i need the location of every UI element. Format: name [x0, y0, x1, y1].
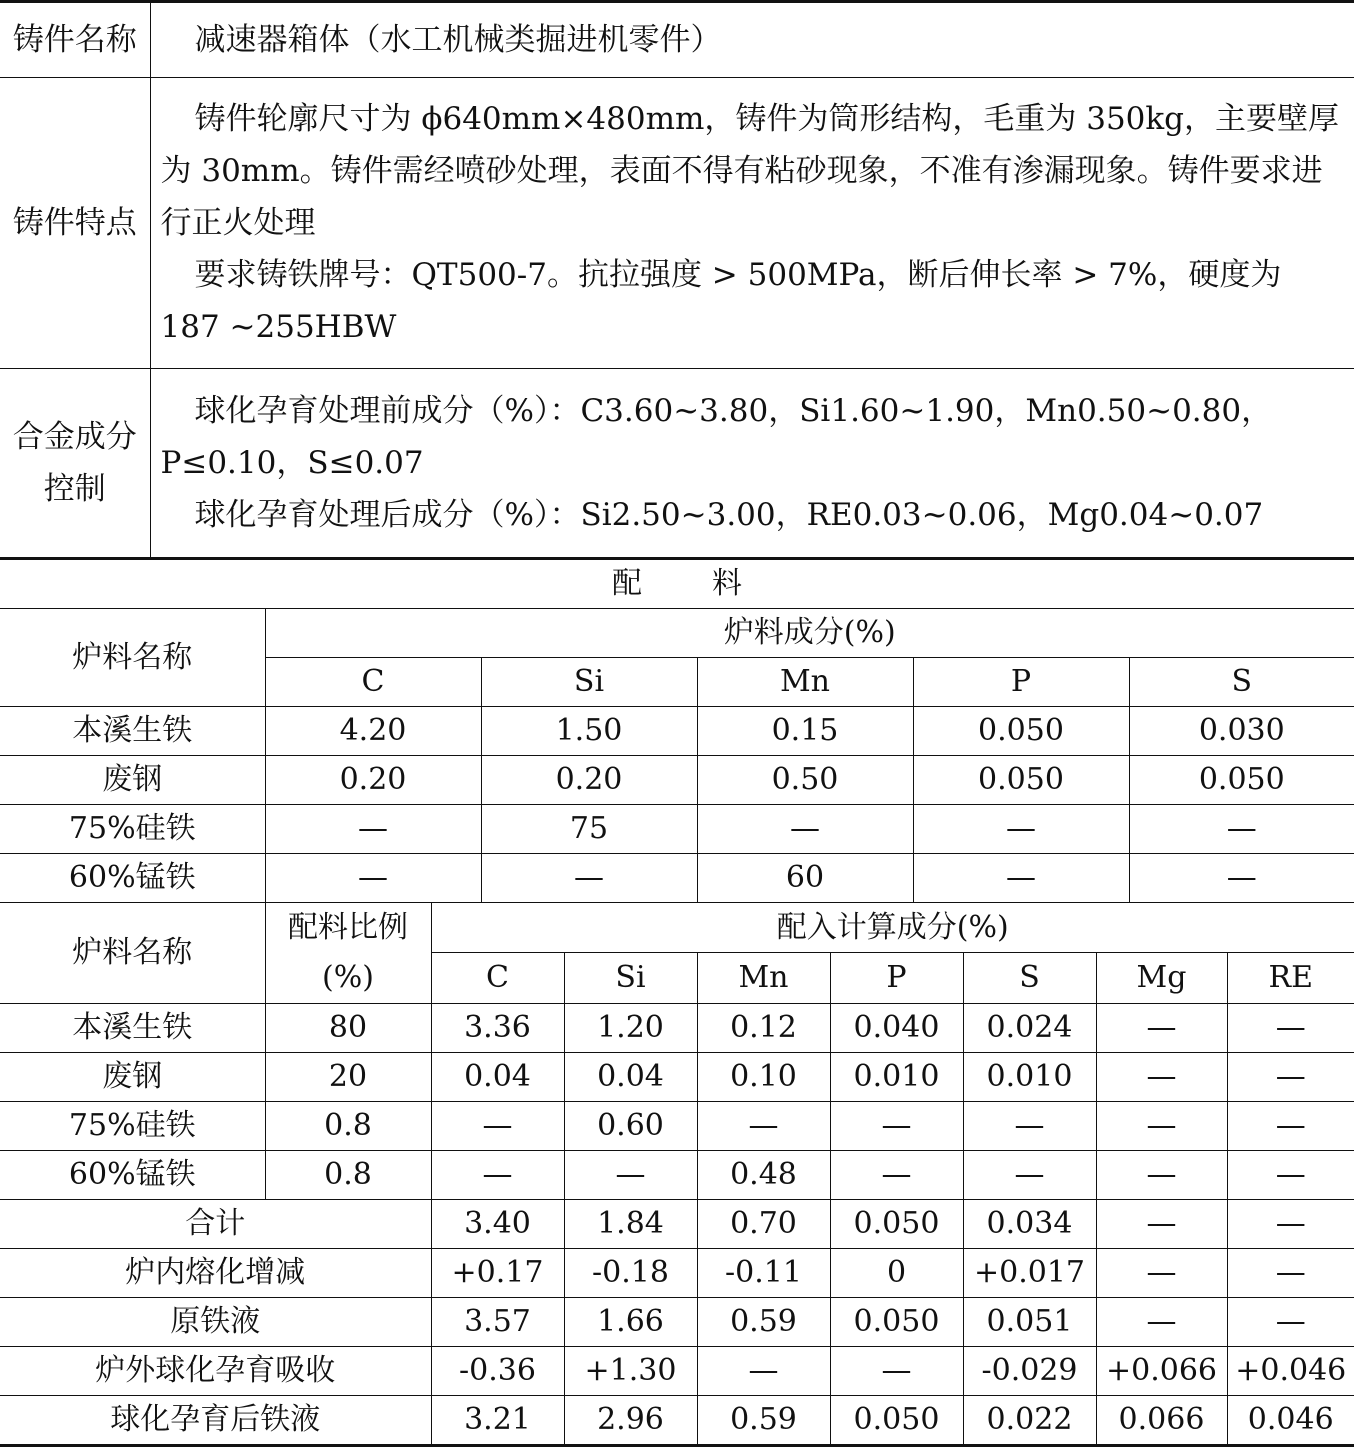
calc-charge-name: 废钢 [0, 1053, 265, 1102]
summary-row [0, 1249, 1354, 1298]
calc-cell: — [1096, 1004, 1227, 1053]
summary-cell: 3.40 [431, 1200, 564, 1249]
summary-cell: — [1096, 1298, 1227, 1347]
casting-name-label: 铸件名称 [0, 2, 150, 78]
composition-col-si: Si [481, 658, 697, 707]
charge-cell: 0.15 [697, 707, 913, 756]
summary-cell: — [1227, 1200, 1354, 1249]
alloy-control-para-2: 球化孕育处理后成分（%）：Si2.50~3.00，RE0.03~0.06，Mg0.04~0.07 [194, 497, 1264, 533]
summary-cell: — [1096, 1249, 1227, 1298]
charge-cell: 4.20 [265, 707, 481, 756]
summary-cell: +1.30 [564, 1347, 697, 1396]
calc-ratio: 0.8 [265, 1151, 431, 1200]
calc-charge-name: 本溪生铁 [0, 1004, 265, 1053]
summary-cell: 0.066 [1096, 1396, 1227, 1446]
summary-cell: — [1227, 1298, 1354, 1347]
charge-name: 75%硅铁 [0, 805, 265, 854]
charge-cell: — [265, 805, 481, 854]
summary-cell: 0.050 [830, 1396, 963, 1446]
summary-cell: 0.034 [963, 1200, 1096, 1249]
casting-name-row [0, 2, 1354, 78]
casting-info-table [0, 0, 1354, 560]
charge-name-header: 炉料名称 [0, 609, 265, 707]
calc-cell: 0.04 [431, 1053, 564, 1102]
summary-cell: 3.21 [431, 1396, 564, 1446]
calc-cell: — [1096, 1053, 1227, 1102]
summary-cell: 0.59 [697, 1298, 830, 1347]
summary-cell: -0.029 [963, 1347, 1096, 1396]
calc-ratio: 0.8 [265, 1102, 431, 1151]
charge-cell: 0.20 [265, 756, 481, 805]
summary-cell: 0.59 [697, 1396, 830, 1446]
charge-cell: 0.050 [1129, 756, 1354, 805]
calc-charge-header: 炉料名称 [0, 903, 265, 1004]
alloy-control-para-1: 球化孕育处理前成分（%）：C3.60~3.80，Si1.60~1.90，Mn0.50~0.80，P≤0.10，S≤0.07 [160, 393, 1273, 481]
calc-cell: — [431, 1102, 564, 1151]
table-row [0, 1151, 1354, 1200]
summary-cell: 1.84 [564, 1200, 697, 1249]
calc-cell: 0.60 [564, 1102, 697, 1151]
table-row [0, 805, 1354, 854]
summary-cell: +0.066 [1096, 1347, 1227, 1396]
ratio-header-line-1: 配料比例 [288, 910, 408, 945]
charge-header-row [0, 609, 1354, 658]
summary-cell: — [830, 1347, 963, 1396]
calc-cell: 0.040 [830, 1004, 963, 1053]
casting-features-para-1: 铸件轮廓尺寸为 ϕ640mm×480mm，铸件为筒形结构，毛重为 350kg，主要壁厚为 30mm。铸件需经喷砂处理，表面不得有粘砂现象，不准有渗漏现象。铸件要求进行正火处理 [160, 101, 1340, 241]
calc-cell: — [1096, 1151, 1227, 1200]
calc-charge-name: 60%锰铁 [0, 1151, 265, 1200]
charge-cell: 1.50 [481, 707, 697, 756]
charge-cell: 60 [697, 854, 913, 903]
summary-cell: -0.18 [564, 1249, 697, 1298]
calc-cell: 0.010 [963, 1053, 1096, 1102]
table-row [0, 1053, 1354, 1102]
summary-cell: 2.96 [564, 1396, 697, 1446]
charge-cell: — [1129, 805, 1354, 854]
calc-header-row [0, 903, 1354, 953]
calc-col-re: RE [1227, 953, 1354, 1004]
calc-cell: 0.04 [564, 1053, 697, 1102]
summary-cell: — [1227, 1249, 1354, 1298]
alloy-control-label: 合金成分控制 [0, 369, 150, 559]
calc-cell: — [564, 1151, 697, 1200]
calc-ratio: 80 [265, 1004, 431, 1053]
charge-cell: — [697, 805, 913, 854]
calc-cell: — [963, 1102, 1096, 1151]
summary-cell: -0.36 [431, 1347, 564, 1396]
summary-name: 炉外球化孕育吸收 [0, 1347, 431, 1396]
summary-cell: -0.11 [697, 1249, 830, 1298]
summary-row [0, 1347, 1354, 1396]
charge-cell: — [913, 805, 1129, 854]
summary-row [0, 1200, 1354, 1249]
charge-cell: — [481, 854, 697, 903]
calc-col-s: S [963, 953, 1096, 1004]
calc-col-mg: Mg [1096, 953, 1227, 1004]
calc-composition-header: 配入计算成分(%) [431, 903, 1354, 953]
casting-features-para-2: 要求铸铁牌号：QT500-7。抗拉强度 > 500MPa，断后伸长率 > 7%，硬度为 187 ~255HBW [160, 257, 1282, 345]
composition-col-mn: Mn [697, 658, 913, 707]
summary-name: 炉内熔化增减 [0, 1249, 431, 1298]
casting-features-row [0, 78, 1354, 369]
charge-cell: 75 [481, 805, 697, 854]
summary-cell: 0.050 [830, 1298, 963, 1347]
calc-cell: 1.20 [564, 1004, 697, 1053]
summary-name: 球化孕育后铁液 [0, 1396, 431, 1446]
calculation-table [0, 903, 1354, 1447]
calc-cell: — [830, 1151, 963, 1200]
calc-col-mn: Mn [697, 953, 830, 1004]
table-row [0, 707, 1354, 756]
summary-name: 合计 [0, 1200, 431, 1249]
charge-name: 废钢 [0, 756, 265, 805]
table-row [0, 1102, 1354, 1151]
summary-name: 原铁液 [0, 1298, 431, 1347]
charge-cell: 0.20 [481, 756, 697, 805]
calc-col-si: Si [564, 953, 697, 1004]
summary-row [0, 1298, 1354, 1347]
calc-col-c: C [431, 953, 564, 1004]
summary-cell: +0.17 [431, 1249, 564, 1298]
table-row [0, 854, 1354, 903]
summary-row [0, 1396, 1354, 1446]
batching-title-row [0, 560, 1354, 609]
ratio-header [265, 903, 431, 1004]
calc-cell: — [697, 1102, 830, 1151]
summary-cell: 0.022 [963, 1396, 1096, 1446]
charge-cell: 0.050 [913, 707, 1129, 756]
summary-cell: — [1096, 1200, 1227, 1249]
calc-cell: 0.12 [697, 1004, 830, 1053]
summary-cell: 0 [830, 1249, 963, 1298]
calc-cell: — [963, 1151, 1096, 1200]
charge-cell: 0.050 [913, 756, 1129, 805]
charge-cell: 0.030 [1129, 707, 1354, 756]
calc-ratio: 20 [265, 1053, 431, 1102]
calc-cell: 3.36 [431, 1004, 564, 1053]
casting-name-value: 减速器箱体（水工机械类掘进机零件） [194, 22, 722, 58]
summary-cell: 0.046 [1227, 1396, 1354, 1446]
summary-cell: 0.70 [697, 1200, 830, 1249]
charge-cell: — [265, 854, 481, 903]
table-row [0, 1004, 1354, 1053]
calc-cell: 0.10 [697, 1053, 830, 1102]
charge-name: 本溪生铁 [0, 707, 265, 756]
calc-charge-name: 75%硅铁 [0, 1102, 265, 1151]
charge-composition-table [0, 560, 1354, 903]
calc-cell: — [1227, 1151, 1354, 1200]
calc-cell: 0.010 [830, 1053, 963, 1102]
charge-cell: 0.50 [697, 756, 913, 805]
summary-cell: 0.051 [963, 1298, 1096, 1347]
summary-cell: 0.050 [830, 1200, 963, 1249]
calc-cell: — [830, 1102, 963, 1151]
summary-cell: — [697, 1347, 830, 1396]
calc-cell: 0.48 [697, 1151, 830, 1200]
composition-col-p: P [913, 658, 1129, 707]
summary-cell: +0.017 [963, 1249, 1096, 1298]
batching-title: 配 料 [0, 560, 1354, 609]
charge-name: 60%锰铁 [0, 854, 265, 903]
casting-features-label: 铸件特点 [0, 78, 150, 369]
charge-cell: — [1129, 854, 1354, 903]
calc-cell: — [431, 1151, 564, 1200]
summary-cell: 1.66 [564, 1298, 697, 1347]
calc-cell: — [1227, 1053, 1354, 1102]
calc-cell: — [1227, 1102, 1354, 1151]
calc-cell: — [1096, 1102, 1227, 1151]
calc-cell: — [1227, 1004, 1354, 1053]
summary-cell: 3.57 [431, 1298, 564, 1347]
summary-cell: +0.046 [1227, 1347, 1354, 1396]
table-row [0, 756, 1354, 805]
composition-col-s: S [1129, 658, 1354, 707]
charge-cell: — [913, 854, 1129, 903]
composition-header: 炉料成分(%) [265, 609, 1354, 658]
ratio-header-line-2: (%) [322, 960, 374, 995]
composition-col-c: C [265, 658, 481, 707]
calc-cell: 0.024 [963, 1004, 1096, 1053]
alloy-control-row [0, 369, 1354, 559]
calc-col-p: P [830, 953, 963, 1004]
